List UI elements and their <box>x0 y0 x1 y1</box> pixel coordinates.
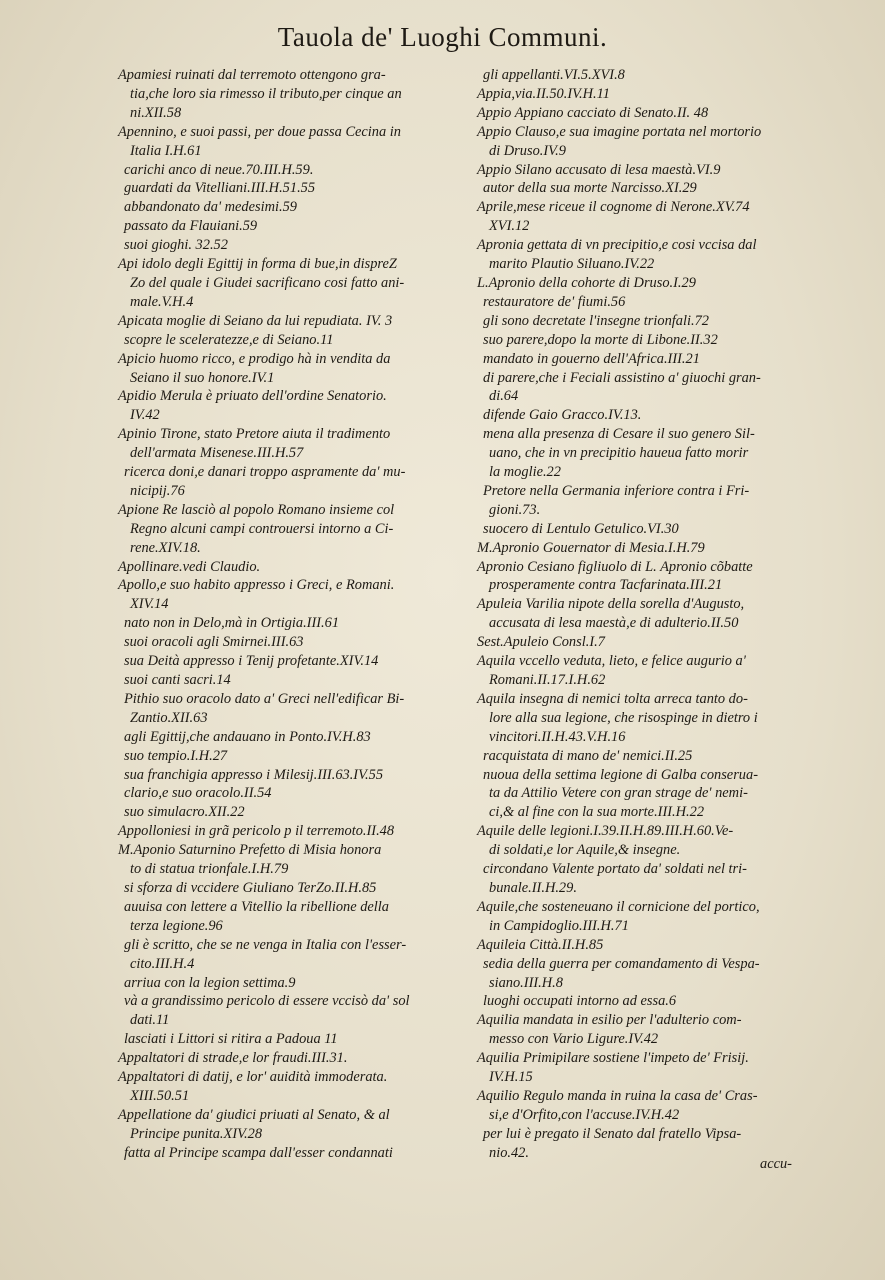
index-entry <box>477 539 827 558</box>
entry-line: difende Gaio Gracco.IV.13. <box>483 407 642 424</box>
entry-line: Zo del quale i Giudei sacrificano cosi fatto ani- <box>130 274 405 291</box>
entry-line: Apinio Tirone, stato Pretore aiuta il tradimento <box>118 426 391 443</box>
entry-line: si sforza di vccidere Giuliano TerZo.II.H.85 <box>124 879 377 896</box>
index-entry <box>477 822 827 860</box>
index-subentry <box>118 747 468 766</box>
index-entry <box>118 1068 468 1106</box>
index-entry <box>118 66 468 123</box>
entry-line: siano.III.H.8 <box>489 974 563 991</box>
index-subentry <box>118 936 468 974</box>
entry-line: Appio Clauso,e sua imagine portata nel mortorio <box>477 123 762 140</box>
entry-line: Regno alcuni campi controuersi intorno a Ci- <box>130 520 394 537</box>
entry-line: XVI.12 <box>489 218 530 235</box>
entry-line: la moglie.22 <box>489 464 561 481</box>
index-entry <box>477 236 827 274</box>
entry-line: di parere,che i Feciali assistino a' giuochi gran- <box>483 369 761 386</box>
entry-line: Apronia gettata di vn precipitio,e cosi vccisa dal <box>477 237 757 254</box>
entry-line: Aquilia Primipilare sostiene l'impeto de' Frisij. <box>477 1050 749 1067</box>
entry-line: si,e d'Orfito,con l'accuse.IV.H.42 <box>489 1106 680 1123</box>
index-entry <box>118 558 468 577</box>
index-entry <box>477 595 827 633</box>
entry-line: di Druso.IV.9 <box>489 142 566 159</box>
entry-line: suoi gioghi. 32.52 <box>124 237 228 254</box>
right-index-column <box>477 66 827 1163</box>
entry-line: gli è scritto, che se ne venga in Italia con l'esser- <box>124 936 407 953</box>
index-subentry <box>118 1030 468 1049</box>
entry-line: abbandonato da' medesimi.59 <box>124 199 297 216</box>
entry-line: racquistata di mano de' nemici.II.25 <box>483 747 693 764</box>
entry-line: mena alla presenza di Cesare il suo genero Sil- <box>483 426 755 443</box>
entry-line: autor della sua morte Narcisso.XI.29 <box>483 180 697 197</box>
index-entry <box>477 633 827 652</box>
entry-line: Italia I.H.61 <box>130 142 202 159</box>
index-subentry <box>118 898 468 936</box>
entry-line: guardati da Vitelliani.III.H.51.55 <box>124 180 316 197</box>
index-subentry <box>118 179 468 198</box>
entry-line: scopre le sceleratezze,e di Seiano.11 <box>124 331 334 348</box>
entry-line: clario,e suo oracolo.II.54 <box>124 785 272 802</box>
index-subentry <box>477 312 827 331</box>
page-title: Tauola de' Luoghi Communi. <box>277 22 608 52</box>
entry-line: nio.42. <box>489 1144 529 1161</box>
entry-line: Aquile,che sosteneuano il cornicione del portico, <box>477 898 760 915</box>
index-subentry <box>118 728 468 747</box>
entry-line: dell'armata Misenese.III.H.57 <box>130 445 304 462</box>
index-entry <box>118 501 468 558</box>
index-subentry <box>118 766 468 785</box>
entry-line: di.64 <box>489 388 519 405</box>
index-entry <box>477 1011 827 1049</box>
index-entry <box>477 1087 827 1125</box>
entry-line: suoi oracoli agli Smirnei.III.63 <box>124 634 304 651</box>
entry-line: vincitori.II.H.43.V.H.16 <box>489 728 626 745</box>
entry-line: Romani.II.17.I.H.62 <box>489 672 606 688</box>
entry-line: gli appellanti.VI.5.XVI.8 <box>483 67 625 83</box>
entry-line: in Campidoglio.III.H.71 <box>489 917 629 934</box>
entry-line: Zantio.XII.63 <box>130 709 208 726</box>
index-subentry <box>477 766 827 823</box>
entry-line: mandato in gouerno dell'Africa.III.21 <box>483 350 700 367</box>
index-entry <box>477 85 827 104</box>
entry-line: agli Egittij,che andauano in Ponto.IV.H.83 <box>124 728 371 745</box>
entry-line: Aquile delle legioni.I.39.II.H.89.III.H.60.Ve- <box>477 823 734 840</box>
index-entry <box>477 104 827 123</box>
index-subentry <box>477 992 827 1011</box>
entry-line: sua Deità appresso i Tenij profetante.XIV.14 <box>124 653 379 670</box>
entry-line: bunale.II.H.29. <box>489 879 577 896</box>
index-subentry <box>118 331 468 350</box>
entry-line: Aprile,mese riceue il cognome di Nerone.XV.74 <box>477 199 750 216</box>
entry-line: male.V.H.4 <box>130 293 194 310</box>
entry-line: M.Apronio Gouernator di Mesia.I.H.79 <box>477 539 705 556</box>
entry-line: Apione Re lasciò al popolo Romano insieme col <box>118 501 395 518</box>
index-entry <box>118 822 468 841</box>
index-entry <box>477 936 827 955</box>
index-subentry <box>118 879 468 898</box>
entry-line: auuisa con lettere a Vitellio la ribellione della <box>124 898 389 915</box>
index-subentry <box>477 350 827 369</box>
entry-line: nicipij.76 <box>130 482 185 499</box>
index-entry <box>118 387 468 425</box>
index-entry <box>477 1049 827 1087</box>
index-entry <box>477 161 827 180</box>
index-entry <box>118 255 468 312</box>
index-entry <box>118 425 468 463</box>
index-entry <box>477 690 827 747</box>
index-subentry <box>477 747 827 766</box>
entry-line: Aquila insegna di nemici tolta arreca tanto do- <box>477 690 748 707</box>
entry-line: Principe punita.XIV.28 <box>130 1125 263 1142</box>
entry-line: Sest.Apuleio Consl.I.7 <box>477 634 605 651</box>
entry-line: fatta al Principe scampa dall'esser condannati <box>124 1144 393 1161</box>
entry-line: lasciati i Littori si ritira a Padoua 11 <box>124 1031 338 1048</box>
entry-line: ci,& al fine con la sua morte.III.H.22 <box>489 804 705 821</box>
entry-line: suo tempio.I.H.27 <box>124 747 228 764</box>
entry-line: suo simulacro.XII.22 <box>124 804 245 821</box>
entry-line: carichi anco di neue.70.III.H.59. <box>124 161 314 178</box>
index-subentry <box>118 633 468 652</box>
index-entry <box>118 350 468 388</box>
entry-line: Appaltatori di datij, e lor' auidità immoderata. <box>118 1069 388 1086</box>
entry-line: messo con Vario Ligure.IV.42 <box>489 1031 659 1048</box>
entry-line: IV.H.15 <box>489 1069 533 1086</box>
entry-line: Apuleia Varilia nipote della sorella d'Augusto, <box>477 596 745 613</box>
index-subentry <box>477 482 827 520</box>
entry-line: và a grandissimo pericolo di essere vccisò da' sol <box>124 993 410 1010</box>
entry-line: lore alla sua legione, che risospinge in dietro i <box>489 709 758 726</box>
index-subentry <box>477 293 827 312</box>
entry-line: Pretore nella Germania inferiore contra i Fri- <box>483 482 750 499</box>
index-subentry <box>118 1144 468 1163</box>
index-subentry <box>477 520 827 539</box>
index-subentry <box>477 369 827 407</box>
index-subentry <box>118 784 468 803</box>
index-subentry <box>118 974 468 993</box>
index-subentry <box>477 406 827 425</box>
index-entry <box>477 558 827 596</box>
index-entry <box>477 652 827 690</box>
entry-line: Seiano il suo honore.IV.1 <box>130 369 275 386</box>
entry-line: sedia della guerra per comandamento di Vespa- <box>483 955 760 972</box>
entry-line: di soldati,e lor Aquile,& insegne. <box>489 842 681 859</box>
index-subentry <box>477 331 827 350</box>
entry-line: sua franchigia appresso i Milesij.III.63.IV.55 <box>124 766 384 783</box>
entry-line: suoi canti sacri.14 <box>124 672 231 688</box>
index-subentry <box>118 671 468 690</box>
index-entry <box>477 198 827 236</box>
entry-line: IV.42 <box>130 407 160 424</box>
entry-line: Apidio Merula è priuato dell'ordine Senatorio. <box>118 388 387 405</box>
entry-line: ricerca doni,e danari troppo aspramente da' mu- <box>124 464 406 481</box>
index-subentry <box>477 66 827 85</box>
index-subentry <box>477 425 827 482</box>
catchword: accu- <box>760 1156 792 1172</box>
index-subentry <box>118 236 468 255</box>
entry-line: Apollinare.vedi Claudio. <box>118 558 261 575</box>
index-subentry <box>118 161 468 180</box>
entry-line: Api idolo degli Egittij in forma di bue,in dispreZ <box>118 256 397 273</box>
index-subentry <box>477 955 827 993</box>
entry-line: M.Aponio Saturnino Prefetto di Misia honora <box>118 842 382 859</box>
index-entry <box>118 576 468 614</box>
entry-line: Appio Silano accusato di lesa maestà.VI.9 <box>477 161 721 178</box>
entry-line: Pithio suo oracolo dato a' Greci nell'edificar Bi- <box>124 690 405 707</box>
entry-line: suo parere,dopo la morte di Libone.II.32 <box>483 331 718 348</box>
entry-line: Apronio Cesiano figliuolo di L. Apronio cõbatte <box>477 558 753 575</box>
entry-line: marito Plautio Siluano.IV.22 <box>489 256 655 273</box>
index-subentry <box>118 690 468 728</box>
index-subentry <box>118 803 468 822</box>
entry-line: suocero di Lentulo Getulico.VI.30 <box>483 520 679 537</box>
index-entry <box>118 841 468 879</box>
index-subentry <box>118 217 468 236</box>
entry-line: Aquila vccello veduta, lieto, e felice augurio a' <box>477 653 746 670</box>
entry-line: Apollo,e suo habito appresso i Greci, e Romani. <box>118 577 395 594</box>
entry-line: nato non in Delo,mà in Ortigia.III.61 <box>124 615 340 632</box>
entry-line: passato da Flauiani.59 <box>124 218 258 235</box>
entry-line: arriua con la legion settima.9 <box>124 974 296 991</box>
entry-line: circondano Valente portato da' soldati nel tri- <box>483 861 747 878</box>
index-entry <box>477 123 827 161</box>
entry-line: Appio Appiano cacciato di Senato.II. 48 <box>477 104 709 121</box>
entry-line: to di statua trionfale.I.H.79 <box>130 861 289 878</box>
entry-line: nuoua della settima legione di Galba conserua- <box>483 766 758 783</box>
entry-line: Appia,via.II.50.IV.H.11 <box>477 85 610 102</box>
entry-line: ni.XII.58 <box>130 104 182 121</box>
entry-line: XIII.50.51 <box>130 1087 190 1104</box>
entry-line: gioni.73. <box>489 501 541 518</box>
entry-line: Apicata moglie di Seiano da lui repudiata. IV. 3 <box>118 312 393 329</box>
entry-line: Apicio huomo ricco, e prodigo hà in vendita da <box>118 350 391 367</box>
entry-line: Aquileia Città.II.H.85 <box>477 936 604 953</box>
entry-line: Apamiesi ruinati dal terremoto ottengono gra- <box>118 67 386 83</box>
entry-line: per lui è pregato il Senato dal fratello Vipsa- <box>483 1125 742 1142</box>
entry-line: Appellatione da' giudici priuati al Senato, & al <box>118 1106 390 1123</box>
left-index-column <box>118 66 468 1163</box>
index-subentry <box>477 179 827 198</box>
entry-line: cito.III.H.4 <box>130 955 195 972</box>
entry-line: tia,che loro sia rimesso il tributo,per cinque an <box>130 85 402 102</box>
index-subentry <box>477 860 827 898</box>
index-entry <box>477 274 827 293</box>
entry-line: luoghi occupati intorno ad essa.6 <box>483 993 677 1010</box>
entry-line: restauratore de' fiumi.56 <box>483 293 626 310</box>
index-entry <box>477 898 827 936</box>
entry-line: Appaltatori di strade,e lor fraudi.III.31. <box>118 1050 348 1067</box>
entry-line: Appolloniesi in grã pericolo p il terremoto.II.48 <box>118 823 395 840</box>
index-subentry <box>118 198 468 217</box>
entry-line: ta da Attilio Vetere con gran strage de' nemi- <box>489 785 748 802</box>
entry-line: prosperamente contra Tacfarinata.III.21 <box>489 577 723 594</box>
entry-line: L.Apronio della cohorte di Druso.I.29 <box>477 274 696 291</box>
entry-line: rene.XIV.18. <box>130 539 201 556</box>
entry-line: Apennino, e suoi passi, per doue passa Cecina in <box>118 123 401 140</box>
entry-line: XIV.14 <box>130 596 169 613</box>
index-subentry <box>118 652 468 671</box>
index-entry <box>118 123 468 161</box>
index-entry <box>118 1106 468 1144</box>
index-subentry <box>118 614 468 633</box>
index-entry <box>118 312 468 331</box>
entry-line: uano, che in vn precipitio haueua fatto morir <box>489 445 749 462</box>
entry-line: Aquilia mandata in esilio per l'adulterio com- <box>477 1012 742 1029</box>
index-subentry <box>118 992 468 1030</box>
index-subentry <box>118 463 468 501</box>
index-entry <box>118 1049 468 1068</box>
entry-line: dati.11 <box>130 1012 170 1029</box>
entry-line: Aquilio Regulo manda in ruina la casa de' Cras- <box>477 1087 758 1104</box>
entry-line: terza legione.96 <box>130 917 223 934</box>
entry-line: gli sono decretate l'insegne trionfali.72 <box>483 312 709 329</box>
entry-line: accusata di lesa maestà,e di adulterio.II.50 <box>489 615 739 632</box>
